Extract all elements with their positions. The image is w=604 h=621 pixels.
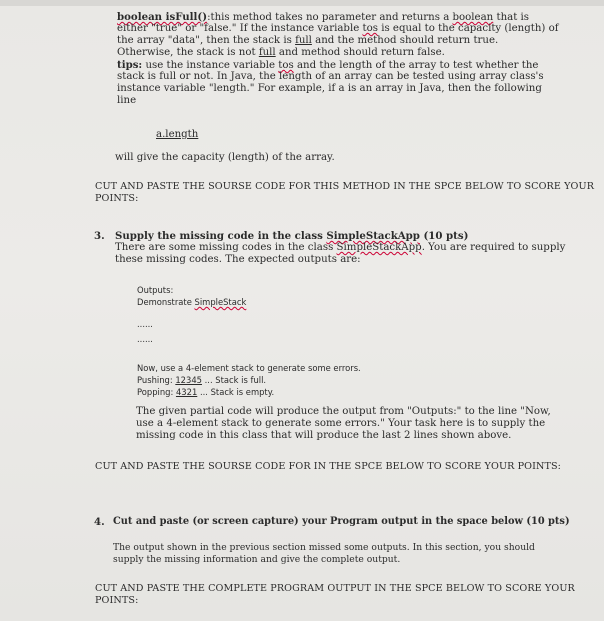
q2-paste-instruction-2: POINTS: (95, 193, 139, 204)
isfull-line-segment: tos (362, 23, 378, 34)
isfull-line (117, 35, 498, 47)
isfull-line-segment: the array "data", then the stack is (117, 35, 296, 46)
q3-intro-class: SimpleStackApp (336, 242, 422, 253)
isfull-line (117, 23, 559, 35)
isfull-line-segment: :this method takes no parameter and returns a (207, 12, 453, 23)
q4-paste-instruction-1: CUT AND PASTE THE COMPLETE PROGRAM OUTPUT IN THE SPCE BELOW TO SCORE YOUR (95, 583, 575, 594)
q3-explain-2: use a 4-element stack to generate some errors." Your task here is to supply the (136, 418, 546, 429)
popping-label: Popping: (137, 387, 176, 397)
isfull-line-segment: line (117, 95, 137, 106)
q3-heading-class: SimpleStackApp (326, 230, 420, 242)
capacity-line: will give the capacity (length) of the array. (115, 152, 335, 163)
popping-message: Stack is empty. (210, 387, 275, 397)
isfull-line-segment: is equal to the capacity (length) of (377, 23, 559, 34)
page-top-edge (0, 0, 604, 6)
isfull-line-segment: instance variable "length." For example, if a is an array in Java, then the following (117, 83, 542, 94)
q2-paste-instruction-1: CUT AND PASTE THE SOURSE CODE FOR THIS METHOD IN THE SPCE BELOW TO SCORE YOUR (95, 181, 595, 192)
isfull-line-segment: and the method should return true. (311, 35, 499, 46)
q3-intro-b: . You are required to supply (421, 242, 566, 253)
q3-paste-instruction: CUT AND PASTE THE SOURSE CODE FOR IN THE SPCE BELOW TO SCORE YOUR POINTS: (95, 461, 562, 472)
isfull-line-segment: use the instance variable (142, 60, 279, 71)
isfull-line-segment: either "true" or "false." If the instance variable (117, 23, 363, 34)
popping-value: 4321 (175, 387, 198, 397)
q4-heading: Cut and paste (or screen capture) your Program output in the space below (10 pts) (113, 516, 570, 527)
q4-explain-1: The output shown in the previous section missed some outputs. In this section, you should (113, 542, 535, 553)
q3-explain-1: The given partial code will produce the output from "Outputs:" to the line "Now, (136, 406, 551, 417)
q3-intro-line-2: these missing codes. The expected outputs are: (115, 254, 361, 265)
isfull-line-segment: boolean isFull() (117, 11, 208, 23)
pushing-label: Pushing: (137, 375, 176, 385)
isfull-line-segment: and method should return false. (275, 47, 445, 58)
demonstrate-text: Demonstrate (137, 297, 195, 307)
popping-gap: ... (197, 387, 211, 397)
output-ellipsis-2: ...... (137, 334, 153, 344)
q3-heading-points: (10 pts) (419, 230, 469, 242)
q3-intro-line-1 (115, 242, 565, 254)
pushing-line (137, 374, 266, 386)
isfull-line (117, 83, 542, 95)
q4-explain-2: supply the missing information and give the complete output. (113, 554, 401, 565)
isfull-line (117, 71, 544, 83)
demonstrate-class: SimpleStack (194, 297, 247, 307)
pushing-gap: ... (201, 375, 216, 385)
outputs-label: Outputs: (137, 285, 174, 295)
demonstrate-line (137, 296, 246, 308)
pushing-value: 12345 (175, 375, 202, 385)
isfull-line-segment: stack is full or not. In Java, the length of an array can be tested using array class's (117, 71, 544, 82)
q4-number: 4. (94, 516, 105, 528)
isfull-line-segment: full (295, 35, 312, 46)
isfull-line (117, 47, 445, 59)
isfull-line-segment: and the length of the array to test whether the (293, 60, 539, 71)
q3-number: 3. (94, 230, 105, 242)
isfull-line-segment: boolean (452, 12, 494, 23)
isfull-line-segment: that is (493, 12, 530, 23)
q4-paste-instruction-2: POINTS: (95, 595, 139, 606)
isfull-line-segment: full (258, 47, 276, 58)
output-ellipsis-1: ...... (137, 319, 153, 329)
q3-intro-a: There are some missing codes in the class (115, 242, 337, 253)
code-example: a.length (156, 129, 199, 140)
isfull-line-segment: tips: (117, 59, 143, 71)
q3-heading-text: Supply the missing code in the class (115, 230, 327, 242)
popping-line (137, 386, 274, 398)
isfull-line-segment: tos (278, 60, 294, 71)
isfull-line-segment: Otherwise, the stack is not (117, 47, 259, 58)
now-line: Now, use a 4-element stack to generate some errors. (137, 363, 361, 373)
pushing-message: Stack is full. (215, 375, 267, 385)
q3-explain-3: missing code in this class that will produce the last 2 lines shown above. (136, 430, 512, 441)
isfull-line (117, 95, 136, 107)
